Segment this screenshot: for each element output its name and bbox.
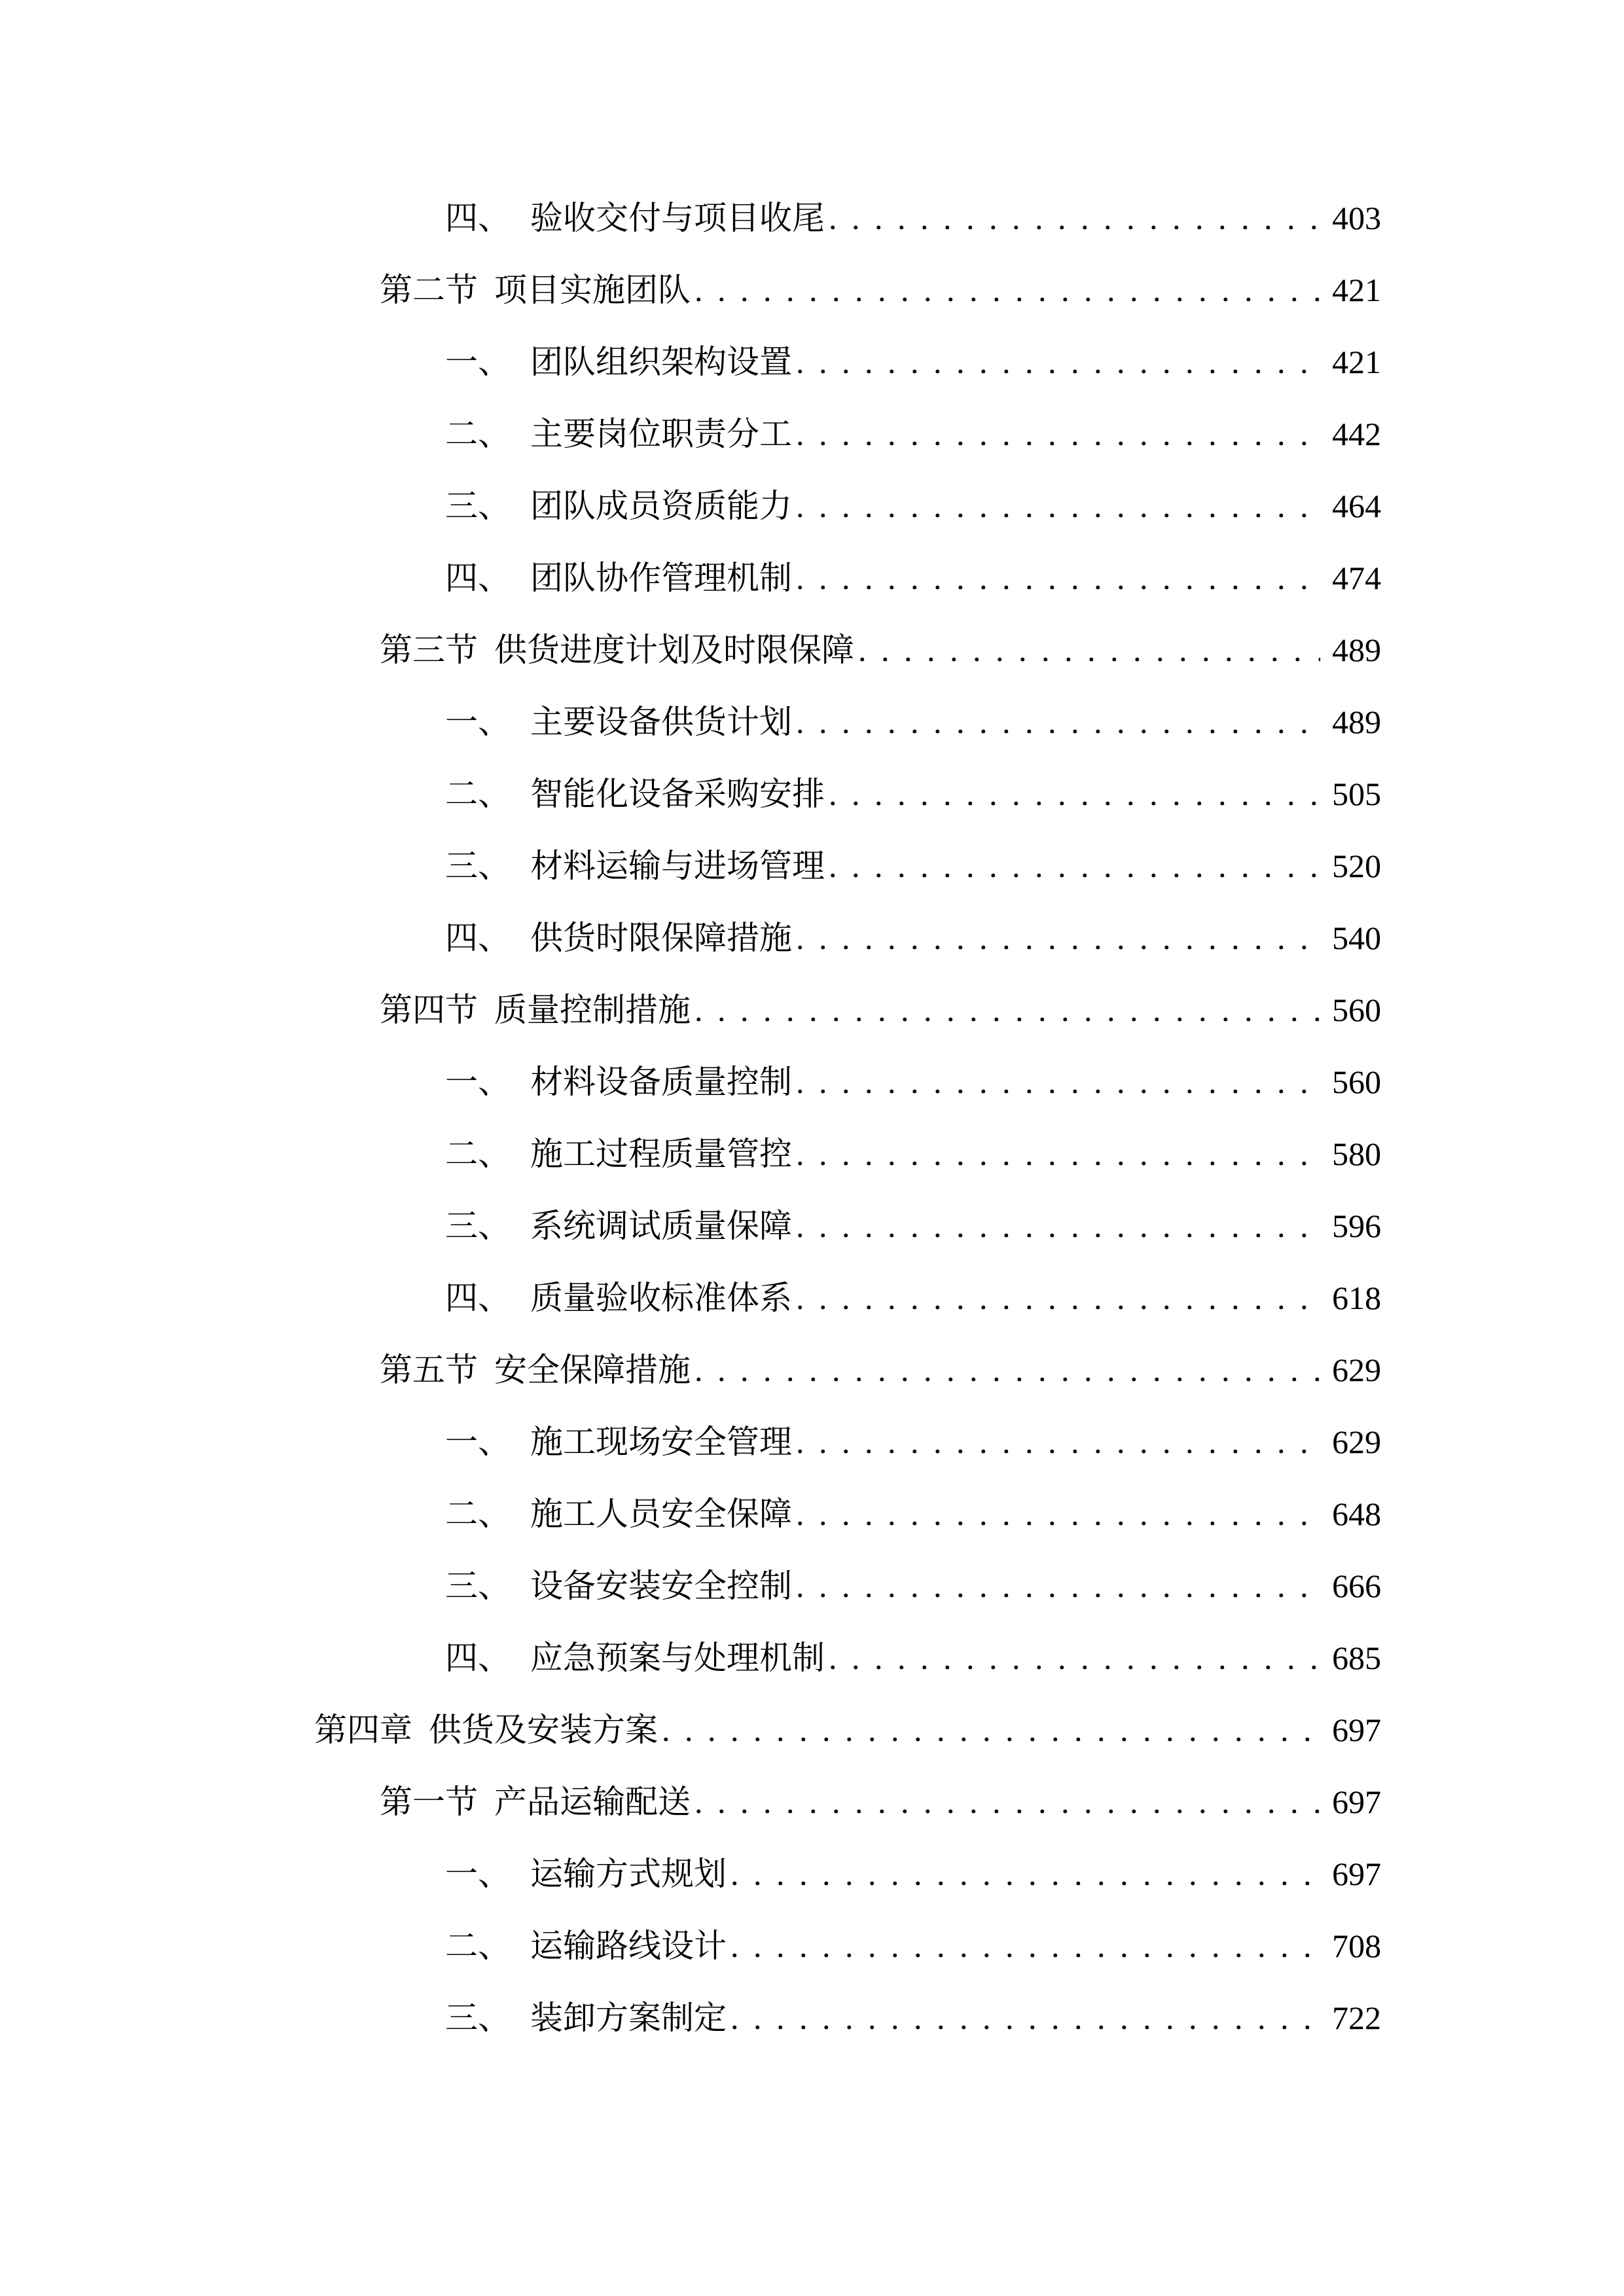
- toc-entry-dot-leader: [731, 1910, 1320, 1982]
- toc-entry-dot-leader: [796, 1046, 1320, 1118]
- toc-entry-label: 三、: [445, 848, 511, 884]
- toc-entry: [0, 686, 1624, 758]
- toc-entry-label: 第一节: [380, 1784, 478, 1820]
- toc-entry-page-number: 505: [1332, 776, 1381, 812]
- toc-entry-dot-leader: [796, 1406, 1320, 1478]
- toc-entry-label: 第三节: [380, 632, 478, 668]
- toc-entry-label: 二、: [445, 1136, 511, 1172]
- toc-entry-title: 团队组织架构设置: [530, 344, 792, 380]
- toc-entry-page-number: 489: [1332, 704, 1381, 740]
- toc-entry-title: 团队成员资质能力: [530, 488, 792, 524]
- toc-entry-dot-leader: [796, 1190, 1320, 1262]
- toc-entry-title: 设备安装安全控制: [530, 1568, 792, 1604]
- toc-entry-dot-leader: [796, 1550, 1320, 1622]
- toc-entry: [0, 1838, 1624, 1910]
- toc-entry-dot-leader: [796, 1118, 1320, 1190]
- toc-entry-title: 质量验收标准体系: [530, 1280, 792, 1316]
- toc-entry-title: 智能化设备采购安排: [530, 776, 825, 812]
- toc-entry: [0, 902, 1624, 974]
- toc-entry-page-number: 474: [1332, 560, 1381, 596]
- toc-entry-label: 四、: [445, 1280, 511, 1316]
- toc-entry-dot-leader: [796, 1478, 1320, 1550]
- toc-entry-dot-leader: [796, 902, 1320, 974]
- toc-entry-title: 材料设备质量控制: [530, 1064, 792, 1100]
- toc-entry: [0, 398, 1624, 470]
- toc-entry-title: 材料运输与进场管理: [530, 848, 825, 884]
- toc-entry-label: 一、: [445, 1856, 511, 1892]
- toc-entry-dot-leader: [829, 182, 1320, 254]
- toc-entry: [0, 1334, 1624, 1406]
- toc-entry: [0, 1190, 1624, 1262]
- toc-entry-label: 四、: [445, 1640, 511, 1676]
- toc-entry-title: 主要设备供货计划: [530, 704, 792, 740]
- toc-entry-title: 供货进度计划及时限保障: [494, 632, 854, 668]
- toc-entry-page-number: 596: [1332, 1208, 1381, 1244]
- toc-entry-dot-leader: [731, 1982, 1320, 2054]
- toc-entry-title: 验收交付与项目收尾: [530, 200, 825, 236]
- toc-entry-label: 三、: [445, 1568, 511, 1604]
- toc-entry: [0, 182, 1624, 254]
- toc-entry-title: 产品运输配送: [494, 1784, 691, 1820]
- toc-entry-label: 第四节: [380, 992, 478, 1028]
- toc-entry-title: 供货及安装方案: [429, 1712, 658, 1748]
- toc-entry-page-number: 540: [1332, 920, 1381, 956]
- toc-entry-label: 四、: [445, 920, 511, 956]
- toc-entry-page-number: 708: [1332, 1928, 1381, 1964]
- toc-entry-title: 应急预案与处理机制: [530, 1640, 825, 1676]
- toc-entry-label: 三、: [445, 1208, 511, 1244]
- toc-entry-dot-leader: [829, 1622, 1320, 1694]
- toc-entry: [0, 542, 1624, 614]
- toc-entry-dot-leader: [829, 830, 1320, 902]
- toc-entry-page-number: 520: [1332, 848, 1381, 884]
- toc-entry-page-number: 464: [1332, 488, 1381, 524]
- toc-entry-dot-leader: [796, 470, 1320, 542]
- toc-entry-title: 系统调试质量保障: [530, 1208, 792, 1244]
- toc-entry-title: 团队协作管理机制: [530, 560, 792, 596]
- toc-entry-title: 施工人员安全保障: [530, 1496, 792, 1532]
- toc-entry: [0, 830, 1624, 902]
- toc-entry-title: 运输路线设计: [530, 1928, 727, 1964]
- toc-entry-dot-leader: [829, 758, 1320, 830]
- toc-entry-label: 一、: [445, 704, 511, 740]
- toc-entry-dot-leader: [796, 326, 1320, 398]
- toc-entry-title: 运输方式规划: [530, 1856, 727, 1892]
- toc-entry-page-number: 580: [1332, 1136, 1381, 1172]
- toc-entry-page-number: 685: [1332, 1640, 1381, 1676]
- toc-entry-dot-leader: [858, 614, 1320, 686]
- toc-entry: [0, 1478, 1624, 1550]
- toc-entry: [0, 1550, 1624, 1622]
- toc-entry: [0, 974, 1624, 1046]
- toc-entry-page-number: 697: [1332, 1712, 1381, 1748]
- toc-entry-page-number: 421: [1332, 344, 1381, 380]
- toc-entry: [0, 1262, 1624, 1334]
- toc-entry-label: 第五节: [380, 1352, 478, 1388]
- toc-entry-label: 第二节: [380, 272, 478, 308]
- toc-entry-dot-leader: [695, 1766, 1320, 1838]
- toc-entry: [0, 1406, 1624, 1478]
- toc-entry-dot-leader: [662, 1694, 1320, 1766]
- toc-entry-page-number: 629: [1332, 1352, 1381, 1388]
- toc-entry-page-number: 697: [1332, 1856, 1381, 1892]
- toc-entry: [0, 1910, 1624, 1982]
- toc-entry-page-number: 666: [1332, 1568, 1381, 1604]
- toc-entry: [0, 1622, 1624, 1694]
- toc-entry: [0, 614, 1624, 686]
- toc-entry: [0, 758, 1624, 830]
- toc-entry-page-number: 629: [1332, 1424, 1381, 1460]
- toc-entry-title: 质量控制措施: [494, 992, 691, 1028]
- toc-entry-page-number: 403: [1332, 200, 1381, 236]
- toc-entry-dot-leader: [695, 974, 1320, 1046]
- toc-entry-label: 三、: [445, 488, 511, 524]
- toc-entry-title: 项目实施团队: [494, 272, 691, 308]
- toc-entry-page-number: 722: [1332, 2000, 1381, 2036]
- toc-entry-title: 装卸方案制定: [530, 2000, 727, 2036]
- toc-entry: [0, 1118, 1624, 1190]
- toc-entry-dot-leader: [731, 1838, 1320, 1910]
- toc-entry-title: 主要岗位职责分工: [530, 416, 792, 452]
- toc-entry: [0, 1766, 1624, 1838]
- toc-entry-dot-leader: [796, 686, 1320, 758]
- toc-entry: [0, 470, 1624, 542]
- toc-entry-title: 供货时限保障措施: [530, 920, 792, 956]
- toc-entry: [0, 1982, 1624, 2054]
- toc-entry-page-number: 618: [1332, 1280, 1381, 1316]
- toc-entry-page-number: 648: [1332, 1496, 1381, 1532]
- toc-entry-label: 四、: [445, 200, 511, 236]
- toc-entry-label: 四、: [445, 560, 511, 596]
- toc-entry-page-number: 489: [1332, 632, 1381, 668]
- toc-entry: [0, 326, 1624, 398]
- toc-entry-label: 二、: [445, 1496, 511, 1532]
- toc-entry-title: 安全保障措施: [494, 1352, 691, 1388]
- toc-entry-dot-leader: [695, 254, 1320, 326]
- toc-entry-page-number: 560: [1332, 1064, 1381, 1100]
- toc-entry-dot-leader: [796, 542, 1320, 614]
- toc-entry-label: 二、: [445, 416, 511, 452]
- toc-entry-page-number: 697: [1332, 1784, 1381, 1820]
- toc-entry-label: 二、: [445, 1928, 511, 1964]
- toc-entry-page-number: 421: [1332, 272, 1381, 308]
- toc-entry: [0, 1694, 1624, 1766]
- toc-entry-page-number: 442: [1332, 416, 1381, 452]
- toc-entry-label: 一、: [445, 344, 511, 380]
- toc-entry: [0, 1046, 1624, 1118]
- toc-entry-label: 第四章: [314, 1712, 412, 1748]
- toc-entry-label: 二、: [445, 776, 511, 812]
- toc-entry-page-number: 560: [1332, 992, 1381, 1028]
- toc-entry-label: 三、: [445, 2000, 511, 2036]
- toc-entry-label: 一、: [445, 1424, 511, 1460]
- toc-entry-dot-leader: [695, 1334, 1320, 1406]
- toc-entry-dot-leader: [796, 398, 1320, 470]
- toc-entry-dot-leader: [796, 1262, 1320, 1334]
- toc-entry-title: 施工过程质量管控: [530, 1136, 792, 1172]
- toc-entry-label: 一、: [445, 1064, 511, 1100]
- toc-entry-title: 施工现场安全管理: [530, 1424, 792, 1460]
- toc-entry: [0, 254, 1624, 326]
